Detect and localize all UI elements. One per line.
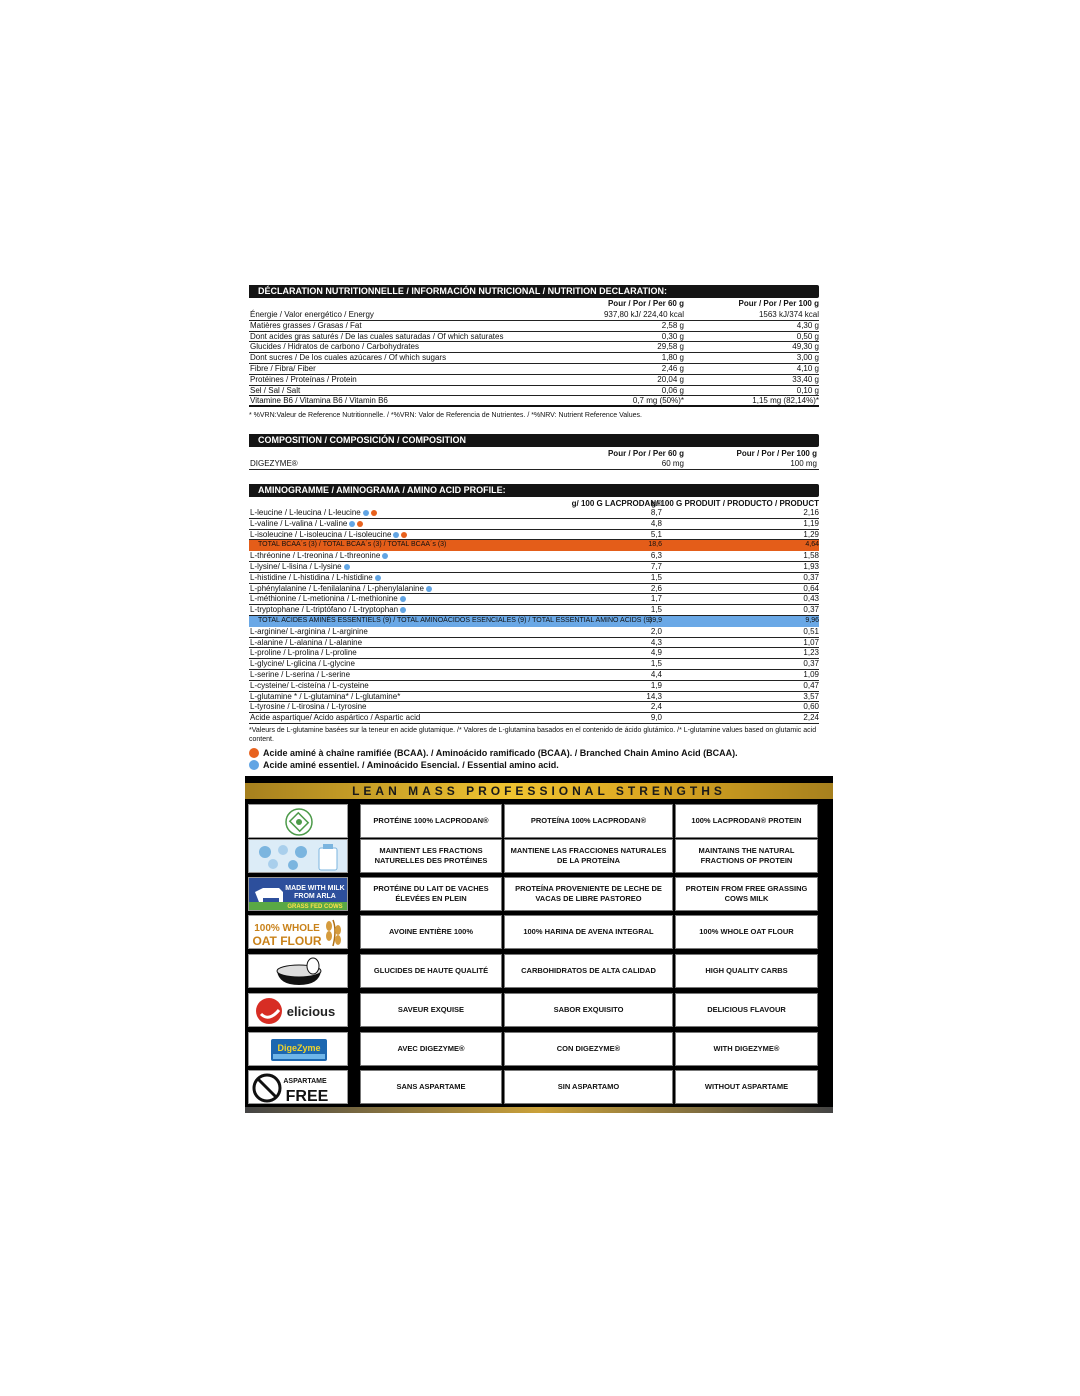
amino-value-lacprodan: 1,5 xyxy=(650,572,662,582)
amino-label: L-lysine/ L-lisina / L-lysine xyxy=(250,562,342,571)
amino-value-lacprodan: 9,0 xyxy=(650,713,662,723)
amino-label-wrap xyxy=(250,670,350,680)
amino-total-row xyxy=(249,616,819,627)
amino-label-wrap xyxy=(250,605,406,615)
svg-text:elicious: elicious xyxy=(286,1004,336,1019)
nutrition-label: Énergie / Valor energético / Energy xyxy=(250,310,374,319)
strength-cell-es: SIN ASPARTAMO xyxy=(504,1070,673,1104)
strength-cell-en: 100% LACPRODAN® PROTEIN xyxy=(675,804,818,838)
composition-value-100g: 100 mg xyxy=(790,459,817,468)
amino-row xyxy=(249,713,819,724)
amino-row xyxy=(249,638,819,649)
composition-value-60g: 60 mg xyxy=(661,459,684,468)
strength-cell-es: PROTEÍNA PROVENIENTE DE LECHE DE VACAS DE LIBRE PASTOREO xyxy=(504,877,673,911)
strength-cell-en: 100% WHOLE OAT FLOUR xyxy=(675,915,818,949)
strength-icon-box xyxy=(248,804,348,838)
amino-label: L-serine / L-serina / L-serine xyxy=(250,670,351,679)
nutrition-value-60g: 29,58 g xyxy=(657,342,684,352)
strength-icon-box xyxy=(248,915,348,949)
aspartame-free-icon xyxy=(249,1071,348,1104)
composition-col-100g: Pour / Por / Per 100 g xyxy=(736,449,817,458)
amino-row xyxy=(249,584,819,595)
legend-essential-text: Acide aminé essentiel. / Aminoácido Esencial. / Essential amino acid. xyxy=(263,760,559,770)
amino-footnote: *Valeurs de L-glutamine basées sur la teneur en acide glutamique. /* Valores de L-glutamina basados en el contenido de ácido glutámico. /* L-glutamine values based on glutamic acid content. xyxy=(249,727,817,743)
strength-cell-fr: AVOINE ENTIÈRE 100% xyxy=(360,915,502,949)
amino-label-wrap xyxy=(250,551,388,561)
strength-cell-es: MANTIENE LAS FRACCIONES NATURALES DE LA PROTEÍNA xyxy=(504,839,673,873)
amino-value-product: 1,07 xyxy=(803,637,819,647)
amino-label: L-tryptophane / L-triptófano / L-tryptophan xyxy=(250,605,399,615)
amino-label-wrap xyxy=(250,702,367,712)
essential-dot-icon xyxy=(349,521,355,527)
amino-label: L-alanine / L-alanina / L-alanine xyxy=(250,637,363,647)
amino-row xyxy=(249,508,819,519)
amino-row xyxy=(249,681,819,692)
amino-value-product: 0,47 xyxy=(803,680,819,690)
amino-value-product: 1,19 xyxy=(803,518,819,528)
strengths-panel xyxy=(245,776,833,1113)
nutrition-label: Glucides / Hidratos de carbono / Carbohydrates xyxy=(250,342,419,352)
amino-value-product: 0,37 xyxy=(803,572,819,582)
bcaa-dot-icon xyxy=(371,510,377,516)
nutrition-row xyxy=(249,310,819,321)
nutrition-label: Sel / Sal / Salt xyxy=(250,385,301,395)
nutrition-value-60g: 20,04 g xyxy=(657,374,684,384)
amino-value-lacprodan: 8,7 xyxy=(650,508,662,517)
strength-icon-box xyxy=(248,839,348,873)
strength-cell-es: SABOR EXQUISITO xyxy=(504,993,673,1027)
oat-flour-icon xyxy=(249,916,348,949)
amino-value-lacprodan: 1,5 xyxy=(650,605,662,615)
strength-icon-box xyxy=(248,993,348,1027)
nutrition-row xyxy=(249,332,819,343)
strength-cell-fr: MAINTIENT LES FRACTIONS NATURELLES DES PROTÉINES xyxy=(360,839,502,873)
amino-col-product: g/ 100 G PRODUIT / PRODUCTO / PRODUCT xyxy=(651,499,819,508)
amino-row xyxy=(249,519,819,530)
amino-value-lacprodan: 2,4 xyxy=(650,702,662,712)
amino-label: L-glutamine * / L-glutamina* / L-glutamine* xyxy=(250,691,401,701)
nutrition-row xyxy=(249,321,819,332)
legend-bcaa xyxy=(249,747,738,759)
essential-dot-icon xyxy=(344,564,350,570)
strength-cell-en: PROTEIN FROM FREE GRASSING COWS MILK xyxy=(675,877,818,911)
amino-row xyxy=(249,648,819,659)
amino-value-product: 2,16 xyxy=(803,508,819,517)
amino-value-product: 1,93 xyxy=(803,562,819,571)
amino-row xyxy=(249,702,819,713)
essential-dot-icon xyxy=(375,575,381,581)
nutrition-value-60g: 1,80 g xyxy=(661,353,684,363)
strength-cell-fr: SANS ASPARTAME xyxy=(360,1070,502,1104)
amino-label: L-histidine / L-histidina / L-histidine xyxy=(250,572,373,582)
svg-text:GRASS FED COWS: GRASS FED COWS xyxy=(287,904,343,910)
strength-cell-en: MAINTAINS THE NATURAL FRACTIONS OF PROTEIN xyxy=(675,839,818,873)
amino-label-wrap xyxy=(250,530,407,540)
amino-label: L-méthionine / L-metionina / L-methionine xyxy=(250,594,398,604)
strength-cell-es: CARBOHIDRATOS DE ALTA CALIDAD xyxy=(504,954,673,988)
amino-label-wrap xyxy=(250,681,369,691)
nutrition-label: Vitamine B6 / Vitamina B6 / Vitamin B6 xyxy=(250,396,388,406)
strength-icon-box xyxy=(248,1070,348,1104)
strength-cell-en: WITH DIGEZYME® xyxy=(675,1032,818,1066)
nutrition-header: DÉCLARATION NUTRITIONNELLE / INFORMACIÓN NUTRICIONAL / NUTRITION DECLARATION: xyxy=(249,285,819,298)
amino-value-product: 1,29 xyxy=(803,529,819,539)
amino-value-lacprodan: 1,7 xyxy=(650,594,662,604)
amino-value-lacprodan: 4,3 xyxy=(650,637,662,647)
amino-label: L-isoleucine / L-isoleucina / L-isoleucine xyxy=(250,529,392,539)
amino-value-product: 1,23 xyxy=(803,648,819,658)
essential-dot-icon xyxy=(382,553,388,559)
protein-fractions-icon xyxy=(249,840,348,873)
amino-value-product: 0,51 xyxy=(803,626,819,636)
nutrition-value-100g: 0,10 g xyxy=(796,385,819,395)
amino-row xyxy=(249,692,819,703)
delicious-icon xyxy=(249,994,348,1027)
amino-value-product: 4,64 xyxy=(805,541,819,549)
composition-column-headers xyxy=(249,448,819,459)
strength-cell-es: 100% HARINA DE AVENA INTEGRAL xyxy=(504,915,673,949)
nutrition-label: Dont acides gras saturés / De las cuales saturadas / Of which saturates xyxy=(250,331,504,341)
amino-value-lacprodan: 5,1 xyxy=(650,529,662,539)
strengths-title: LEAN MASS PROFESSIONAL STRENGTHS xyxy=(352,784,726,798)
amino-label-wrap xyxy=(250,648,357,658)
amino-label: L-cysteine/ L-cisteína / L-cysteine xyxy=(250,680,369,690)
amino-label-wrap xyxy=(250,627,368,637)
amino-label: TOTAL ACIDES AMINÉS ESSENTIELS (9) / TOTAL AMINOÁCIDOS ESENCIALES (9) / TOTAL ESSENTIAL AMINO ACIDS (9) xyxy=(258,617,652,624)
svg-text:FREE: FREE xyxy=(285,1088,329,1104)
amino-label: L-tyrosine / L-tirosina / L-tyrosine xyxy=(250,702,367,712)
svg-text:ASPARTAME: ASPARTAME xyxy=(283,1078,327,1085)
amino-label-wrap xyxy=(250,659,355,669)
nutrition-value-60g: 2,46 g xyxy=(661,364,684,373)
nutrition-value-100g: 4,30 g xyxy=(796,320,819,330)
essential-dot-icon xyxy=(400,607,406,613)
legend-bcaa-text: Acide aminé à chaîne ramifiée (BCAA). / Aminoácido ramificado (BCAA). / Branched Chain Amino Acid (BCAA). xyxy=(263,748,738,758)
strength-cell-en: DELICIOUS FLAVOUR xyxy=(675,993,818,1027)
nutrition-label: Protéines / Proteínas / Protein xyxy=(250,374,357,384)
amino-value-product: 0,37 xyxy=(803,605,819,615)
amino-value-product: 2,24 xyxy=(803,713,819,723)
svg-text:DigeZyme: DigeZyme xyxy=(277,1043,321,1053)
arla-milk-icon xyxy=(249,878,348,911)
nutrition-row xyxy=(249,364,819,375)
amino-value-lacprodan: 1,5 xyxy=(650,659,662,669)
nutrition-value-60g: 0,30 g xyxy=(661,331,684,341)
nutrition-value-100g: 33,40 g xyxy=(792,374,819,384)
nutrition-value-100g: 1,15 mg (82,14%)* xyxy=(752,396,819,406)
nutrition-value-100g: 1563 kJ/374 kcal xyxy=(758,310,819,319)
nutrition-label: Matières grasses / Grasas / Fat xyxy=(250,320,362,330)
strength-cell-fr: PROTÉINE 100% LACPRODAN® xyxy=(360,804,502,838)
nutrition-value-60g: 0,06 g xyxy=(661,385,684,395)
amino-row xyxy=(249,562,819,573)
svg-text:MADE WITH MILK: MADE WITH MILK xyxy=(285,885,345,892)
essential-dot-icon xyxy=(393,532,399,538)
amino-label-wrap xyxy=(258,616,652,626)
strength-cell-fr: AVEC DIGEZYME® xyxy=(360,1032,502,1066)
essential-dot-icon xyxy=(363,510,369,516)
amino-total-row xyxy=(249,540,819,551)
amino-label-wrap xyxy=(250,638,362,648)
amino-row xyxy=(249,670,819,681)
amino-header: AMINOGRAMME / AMINOGRAMA / AMINO ACID PROFILE: xyxy=(249,484,819,497)
amino-label: L-valine / L-valina / L-valine xyxy=(250,518,348,528)
amino-value-lacprodan: 7,7 xyxy=(650,562,662,571)
amino-value-lacprodan: 4,4 xyxy=(650,670,662,679)
nutrition-row xyxy=(249,353,819,364)
amino-row xyxy=(249,530,819,541)
amino-value-product: 3,57 xyxy=(803,691,819,701)
nutrition-value-100g: 4,10 g xyxy=(796,364,819,373)
amino-row xyxy=(249,573,819,584)
strength-cell-en: HIGH QUALITY CARBS xyxy=(675,954,818,988)
nutrition-row xyxy=(249,396,819,407)
amino-row xyxy=(249,659,819,670)
amino-row xyxy=(249,627,819,638)
composition-row xyxy=(249,459,819,470)
amino-label-wrap xyxy=(250,519,363,529)
nutrition-col-100g: Pour / Por / Per 100 g xyxy=(738,299,819,308)
amino-label: TOTAL BCAA´s (3) / TOTAL BCAA´s (3) / TOTAL BCAA´s (3) xyxy=(258,541,447,549)
nutrition-value-100g: 49,30 g xyxy=(792,342,819,352)
amino-label-wrap xyxy=(258,540,446,550)
amino-value-lacprodan: 2,0 xyxy=(650,626,662,636)
amino-value-lacprodan: 18,6 xyxy=(648,541,662,549)
nutrition-col-60g: Pour / Por / Per 60 g xyxy=(607,299,684,308)
amino-value-lacprodan: 2,6 xyxy=(650,583,662,593)
carbs-bowl-icon xyxy=(249,955,348,988)
amino-value-lacprodan: 4,8 xyxy=(650,518,662,528)
strength-cell-es: CON DIGEZYME® xyxy=(504,1032,673,1066)
amino-value-lacprodan: 14,3 xyxy=(646,691,662,701)
amino-label-wrap xyxy=(250,573,381,583)
bcaa-dot-icon xyxy=(249,748,259,758)
amino-value-lacprodan: 1,9 xyxy=(650,680,662,690)
amino-value-product: 9,96 xyxy=(805,617,819,624)
amino-row xyxy=(249,551,819,562)
amino-label-wrap xyxy=(250,713,420,723)
strength-cell-es: PROTEÍNA 100% LACPRODAN® xyxy=(504,804,673,838)
amino-value-product: 0,60 xyxy=(803,702,819,712)
strength-cell-en: WITHOUT ASPARTAME xyxy=(675,1070,818,1104)
nutrition-value-60g: 0,7 mg (50%)* xyxy=(632,396,684,406)
amino-value-lacprodan: 39,9 xyxy=(648,617,662,624)
strength-icon-box xyxy=(248,877,348,911)
amino-value-lacprodan: 4,9 xyxy=(650,648,662,658)
amino-row xyxy=(249,594,819,605)
amino-value-product: 0,43 xyxy=(803,594,819,604)
strength-icon-box xyxy=(248,1032,348,1066)
svg-text:FROM ARLA: FROM ARLA xyxy=(294,893,336,900)
digezyme-logo xyxy=(249,1033,348,1066)
amino-value-product: 0,64 xyxy=(803,583,819,593)
nutrition-value-100g: 3,00 g xyxy=(796,353,819,363)
amino-label: L-leucine / L-leucina / L-leucine xyxy=(250,508,361,517)
amino-label: Acide aspartique/ Acido aspártico / Aspartic acid xyxy=(250,713,421,723)
strength-cell-fr: GLUCIDES DE HAUTE QUALITÉ xyxy=(360,954,502,988)
amino-value-lacprodan: 6,3 xyxy=(650,551,662,561)
nutrition-value-60g: 2,58 g xyxy=(661,320,684,330)
lacprodan-logo xyxy=(249,805,348,838)
nutrition-row xyxy=(249,386,819,397)
amino-label-wrap xyxy=(250,584,432,594)
amino-col-lacprodan: g/ 100 G LACPRODAN® xyxy=(571,499,662,508)
nutrition-label: Dont sucres / De los cuales azúcares / Of which sugars xyxy=(250,353,447,363)
nutrition-label: Fibre / Fibra/ Fiber xyxy=(250,364,316,373)
nutrition-column-headers xyxy=(249,298,819,309)
bcaa-dot-icon xyxy=(401,532,407,538)
amino-label: L-thréonine / L-treonina / L-threonine xyxy=(250,551,381,561)
amino-label: L-phénylalanine / L-fenilalanina / L-phenylalanine xyxy=(250,583,424,593)
amino-label: L-glycine/ L-glicina / L-glycine xyxy=(250,659,355,669)
bcaa-dot-icon xyxy=(357,521,363,527)
essential-dot-icon xyxy=(249,760,259,770)
amino-label-wrap xyxy=(250,562,350,572)
amino-value-product: 0,37 xyxy=(803,659,819,669)
amino-label-wrap xyxy=(250,594,406,604)
strength-cell-fr: SAVEUR EXQUISE xyxy=(360,993,502,1027)
essential-dot-icon xyxy=(426,586,432,592)
nutrition-footnote: * %VRN:Valeur de Reference Nutritionnelle. / *%VRN: Valor de Referencia de Nutrientes. / *%NRV: Nutrient Reference Values. xyxy=(249,412,642,419)
amino-label: L-arginine/ L-arginina / L-arginine xyxy=(250,626,368,636)
strength-icon-box xyxy=(248,954,348,988)
svg-text:100% WHOLE: 100% WHOLE xyxy=(254,923,320,934)
amino-row xyxy=(249,605,819,616)
essential-dot-icon xyxy=(400,596,406,602)
composition-header: COMPOSITION / COMPOSICIÓN / COMPOSITION xyxy=(249,434,819,447)
amino-label-wrap xyxy=(250,692,400,702)
legend-essential xyxy=(249,759,559,771)
strengths-bottom-band xyxy=(245,1107,833,1113)
amino-label-wrap xyxy=(250,508,377,518)
composition-col-60g: Pour / Por / Per 60 g xyxy=(607,449,684,458)
nutrition-row xyxy=(249,375,819,386)
amino-value-product: 1,09 xyxy=(803,670,819,679)
nutrition-row xyxy=(249,342,819,353)
amino-label: L-proline / L-prolina / L-proline xyxy=(250,648,357,658)
composition-label: DIGEZYME® xyxy=(250,459,298,468)
svg-text:OAT FLOUR: OAT FLOUR xyxy=(252,934,322,948)
nutrition-value-100g: 0,50 g xyxy=(796,331,819,341)
strength-cell-fr: PROTÉINE DU LAIT DE VACHES ÉLEVÉES EN PLEIN xyxy=(360,877,502,911)
nutrition-value-60g: 937,80 kJ/ 224,40 kcal xyxy=(603,310,684,319)
amino-value-product: 1,58 xyxy=(803,551,819,561)
